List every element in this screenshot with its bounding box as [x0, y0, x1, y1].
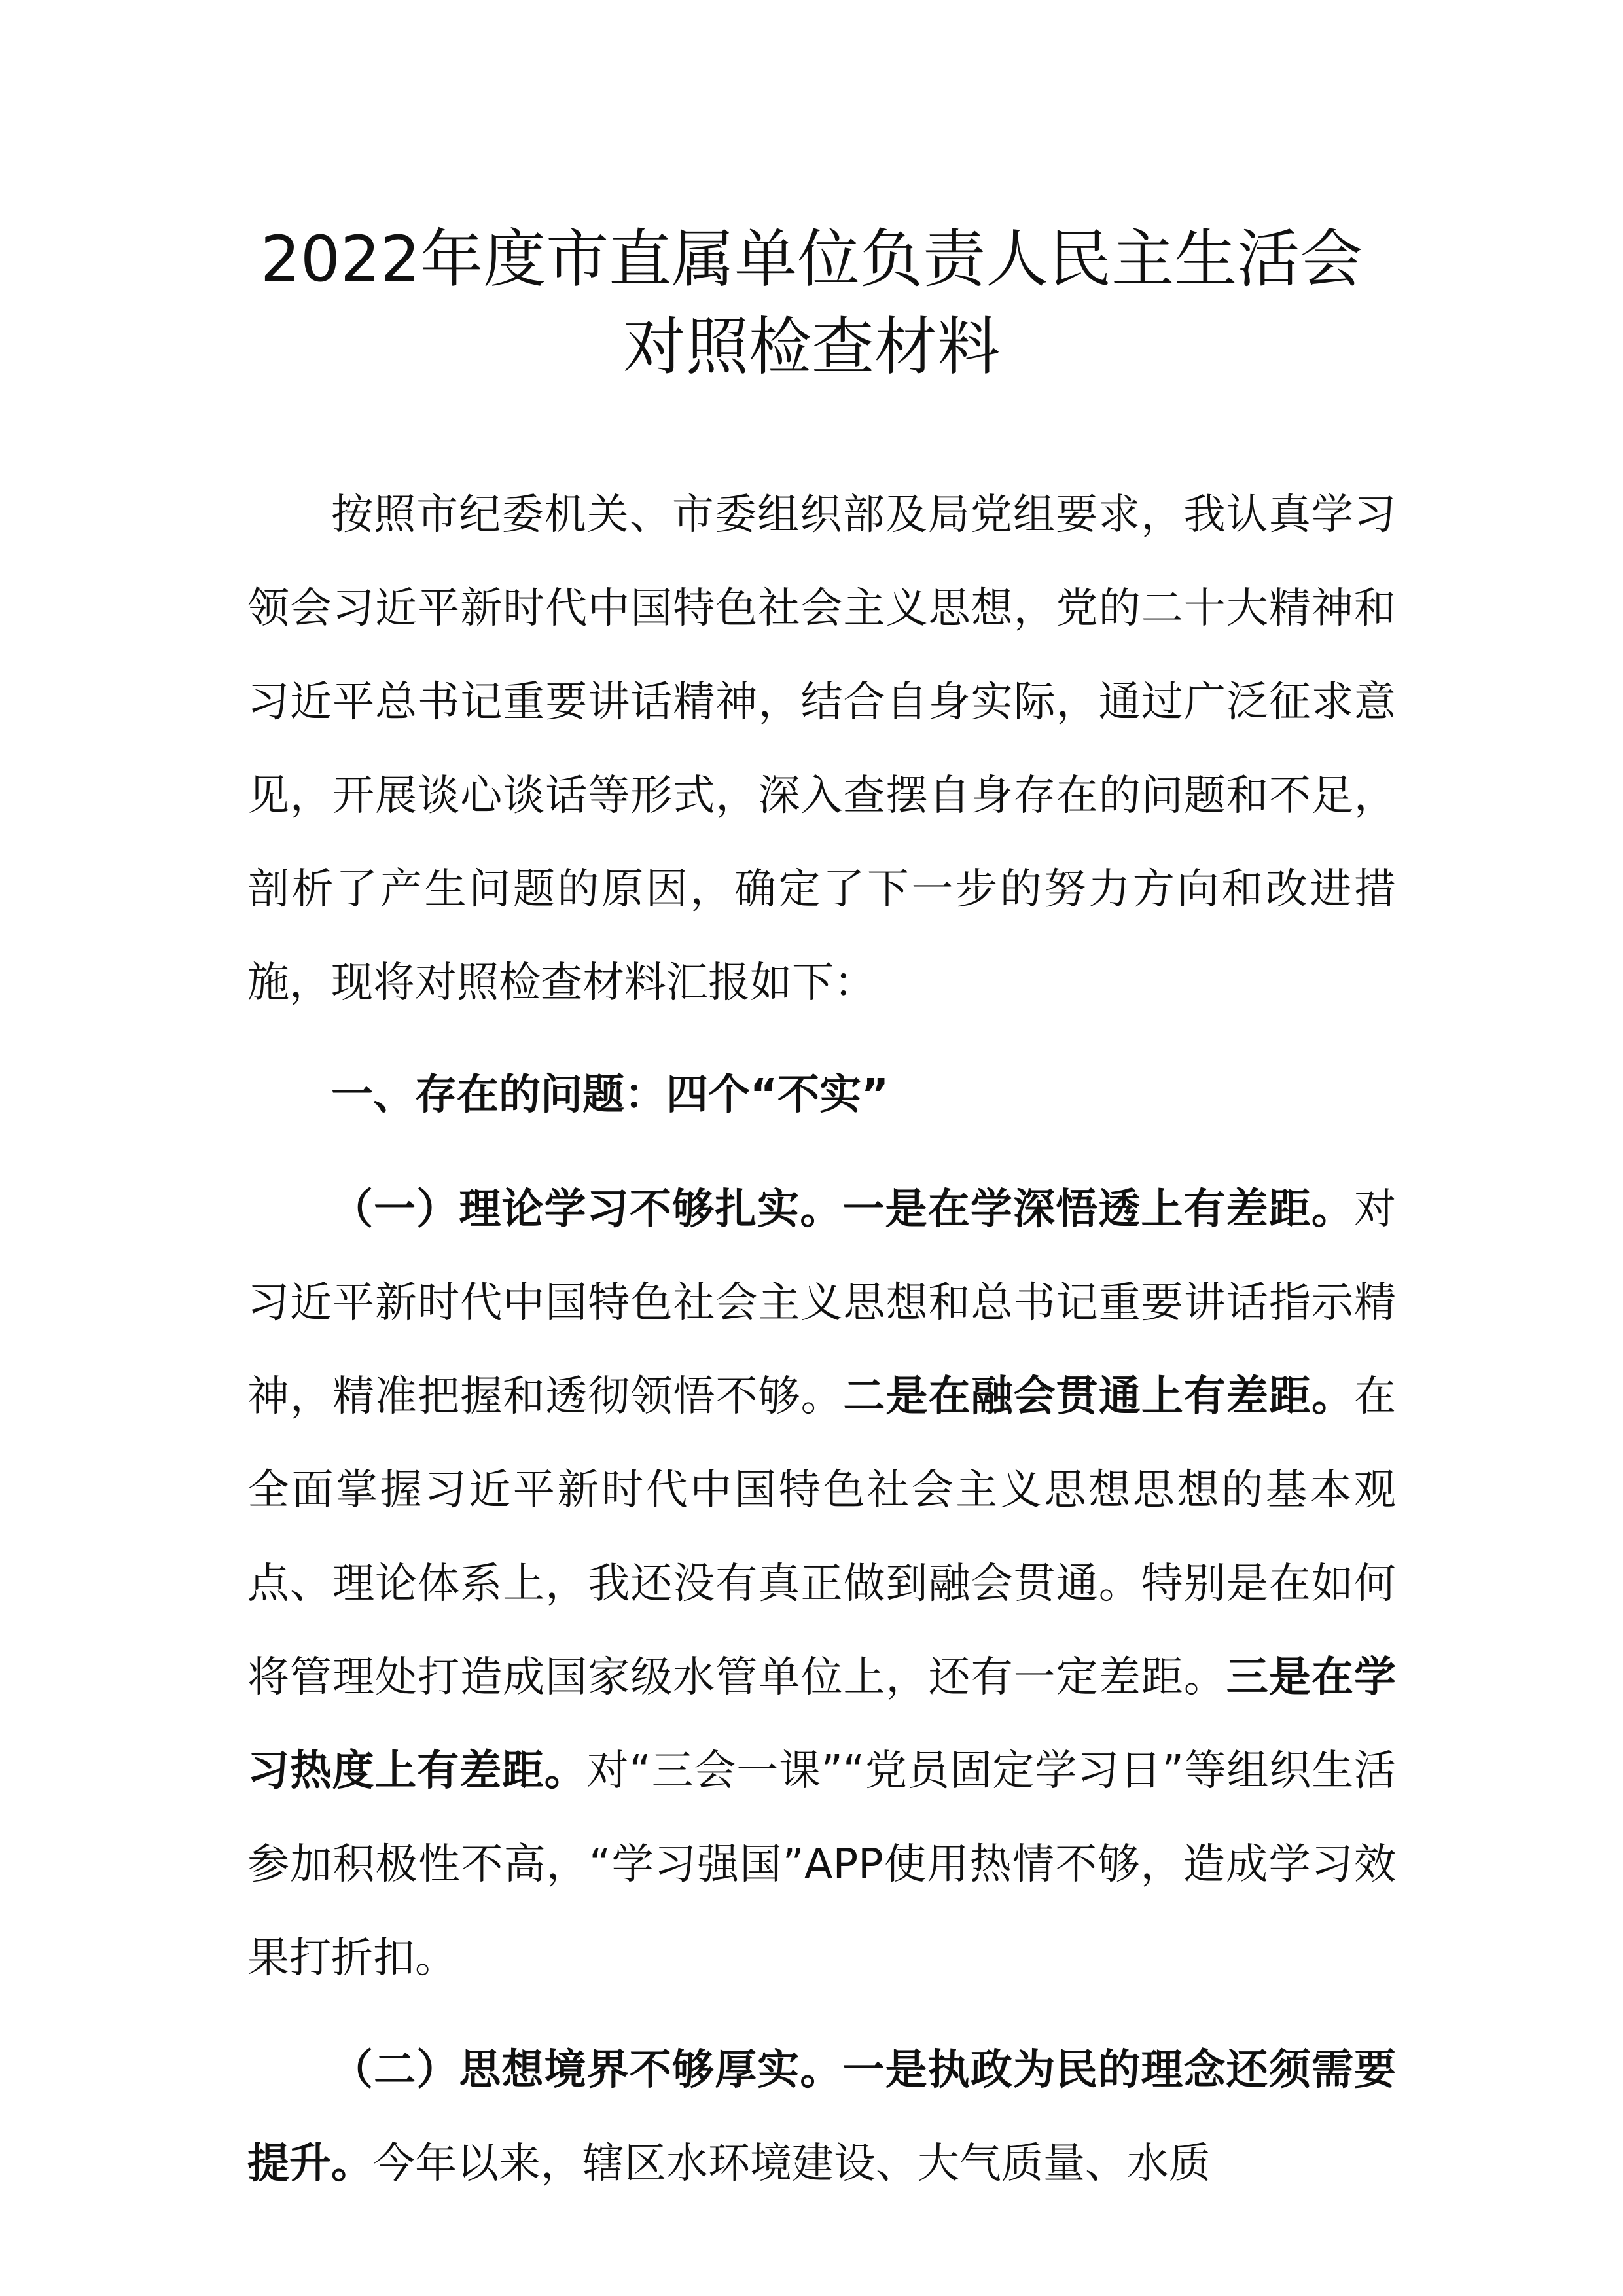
section-heading: 一、存在的问题：四个“不实” — [331, 1071, 889, 1119]
paragraph-bold-point: 三是在学习热度上有差距。 — [247, 1653, 1397, 1795]
paragraph-bold-point: 二是在融会贯通上有差距。 — [843, 1372, 1355, 1421]
paragraph-text: 对习近平新时代中国特色社会主义思想和总书记重要讲话指示精神，精准把握和透彻领悟不够。 — [247, 1185, 1396, 1421]
intro-paragraph: 按照市纪委机关、市委组织部及局党组要求，我认真学习领会习近平新时代中国特色社会主义思想，党的二十大精神和习近平总书记重要讲话精神，结合自身实际，通过广泛征求意见，开展谈心谈话等形式，深入查摆自身存在的问题和不足，剖析了产生问题的原因，确定了下一步的努力方向和改进措施，现将对照检查材料汇报如下： — [247, 491, 1396, 1007]
paragraph-lead: （二）思想境界不够厚实。一是执政为民的理念还须需要提升。 — [247, 2046, 1396, 2188]
document-title-line1: 2022年度市直属单位负责人民主生活会 — [260, 223, 1363, 296]
paragraph-lead: （一）理论学习不够扎实。一是在学深悟透上有差距。 — [331, 1185, 1354, 1234]
paragraph-text: 今年以来，辖区水环境建设、大气质量、水质 — [373, 2140, 1211, 2188]
paragraph-text: 对“三会一课”“党员固定学习日”等组织生活参加积极性不高，“学习强国”APP使用热情不够，造成学习效果打折扣。 — [247, 1747, 1397, 1982]
document-body — [247, 469, 1396, 2211]
document-title-line2: 对照检查材料 — [623, 310, 1000, 384]
paragraph-text: 在全面掌握习近平新时代中国特色社会主义思想思想的基本观点、理论体系上，我还没有真正做到融会贯通。特别是在如何将管理处打造成国家级水管单位上，还有一定差距。 — [247, 1372, 1397, 1702]
paragraph-ideological — [247, 2024, 1396, 2211]
paragraph-theory-study — [247, 1163, 1396, 2005]
